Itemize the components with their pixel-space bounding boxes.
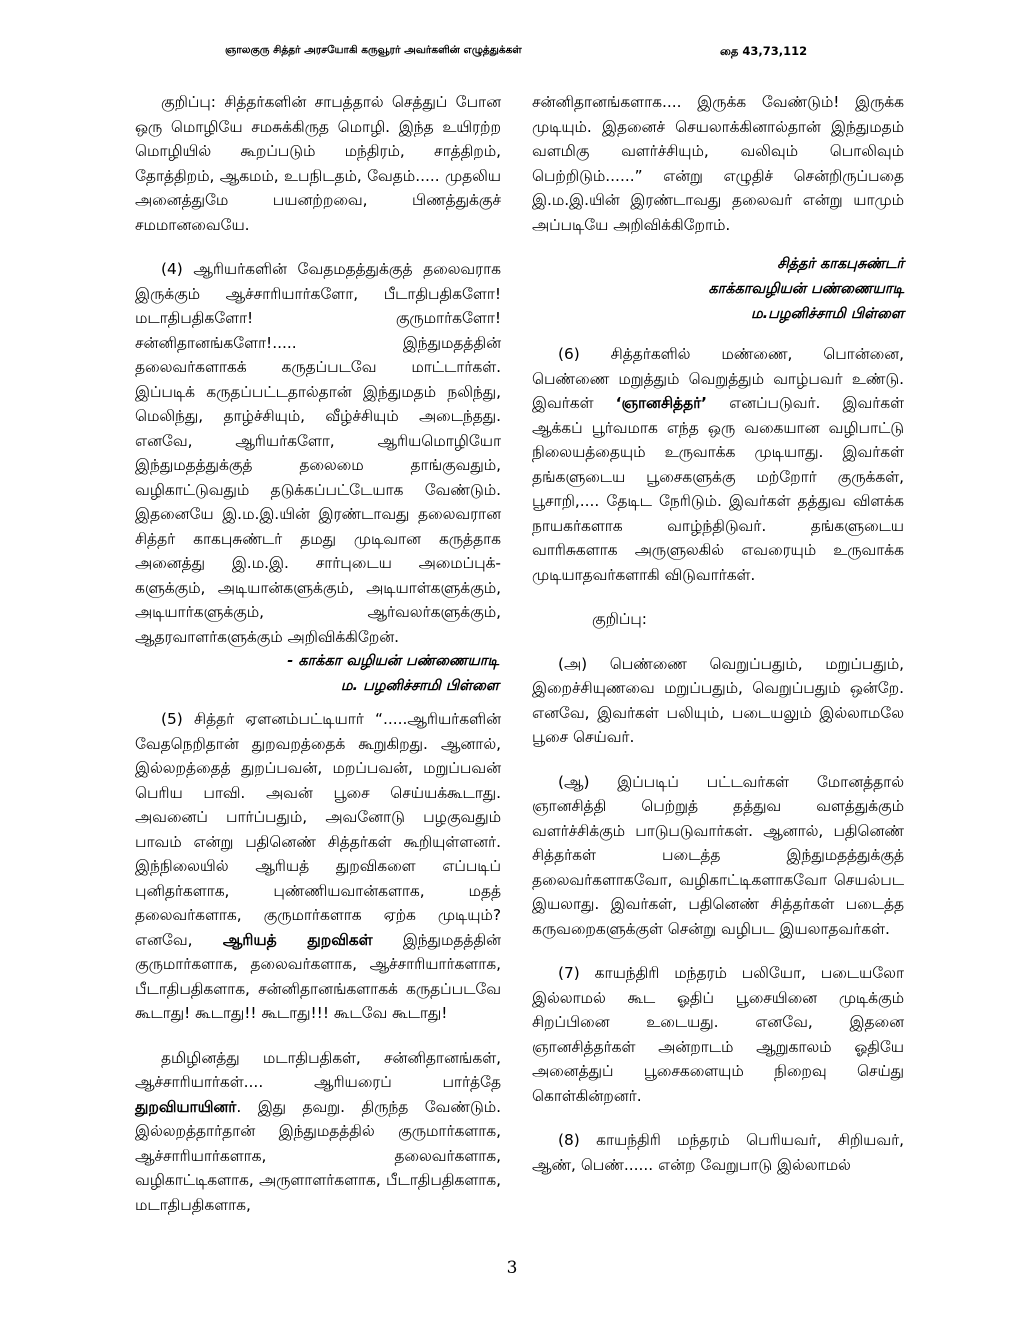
left-column bbox=[135, 90, 501, 1217]
paragraph-5-end: இந்துமதத்தின் குருமார்களாக, தலைவர்களாக, ஆச்சாரியார்களாக, பீடாதிபதிகளாக, சன்னிதானங்களாகக் கருதப்படவே கூடாது! கூடாது!! கூடாது!!! கூடவே கூடாது! bbox=[135, 930, 501, 1022]
note-a: (அ) பெண்ணை வெறுப்பதும், மறுப்பதும், இறைச்சியுணவை மறுப்பதும், வெறுப்பதும் ஒன்றே. எனவே, இவர்கள் பலியும், படையலும் இல்லாமலே பூசை செய்வர். bbox=[532, 654, 904, 746]
page-number: 3 bbox=[506, 1258, 518, 1278]
signature-1 bbox=[135, 649, 501, 699]
header-title: ஞாலகுரு சித்தர் அரசயோகி கருவூரர் அவர்களின் எழுத்துக்கள் bbox=[225, 44, 522, 56]
signature-2 bbox=[532, 252, 904, 327]
paragraph-6 bbox=[532, 342, 904, 587]
paragraph-5b bbox=[135, 1046, 501, 1218]
paragraph-5-bold: ஆரியத் துறவிகள் bbox=[222, 930, 373, 949]
header-date: தை 43,73,112 bbox=[720, 44, 808, 58]
signature-1-line-1: - காக்கா வழியன் பண்ணையாடி bbox=[287, 653, 499, 669]
paragraph-5-start: (5) சித்தர் ஏளனம்பட்டியார் “.....ஆரியர்களின் வேதநெறிதான் துறவறத்தைக் கூறுகிறது. ஆனால், இல்லறத்தைத் துறப்பவன், மறப்பவன், மறுப்பவன் பெரிய பாவி. அவன் பூசை செய்யக்கூடாது. அவனைப் பார்ப்பதும், அவனோடு பழகுவதும் பாவம் என்று பதினெண் சித்தர்கள் கூறியுள்ளனர். இந்நிலையில் ஆரியத் துறவிகளை எப்படிப் புனிதர்களாக, புண்ணியவான்களாக, மதத் தலைவர்களாக, குருமார்களாக ஏற்க முடியும்? எனவே, bbox=[135, 710, 501, 949]
paragraph-8: (8) காயந்திரி மந்தரம் பெரியவர், சிறியவர், ஆண், பெண்...... என்ற வேறுபாடு இல்லாமல் bbox=[532, 1131, 904, 1174]
signature-1-line-2: ம. பழனிச்சாமி பிள்ளை bbox=[340, 678, 499, 694]
signature-2-line-1: சித்தர் காகபுசுண்டர் bbox=[777, 256, 904, 272]
paragraph-5b-end: . இது தவறு. திருந்த வேண்டும். இல்லறத்தார்தான் இந்துமதத்தில் குருமார்களாக, ஆச்சாரியார்களாக, தலைவர்களாக, வழிகாட்டிகளாக, அருளாளர்களாக, பீடாதிபதிகளாக, மடாதிபதிகளாக, bbox=[135, 1097, 501, 1214]
paragraph-7: (7) காயந்திரி மந்தரம் பலியோ, படையலோ இல்லாமல் கூட ஓதிப் பூசையினை முடிக்கும் சிறப்பினை உடையது. எனவே, இதனை ஞானசித்தர்கள் அன்றாடம் ஆறுகாலம் ஓதியே அனைத்துப் பூசைகளையும் நிறைவு செய்து கொள்கின்றனர். bbox=[532, 964, 904, 1105]
note-intro: குறிப்பு: சித்தர்களின் சாபத்தால் செத்துப் போன ஒரு மொழியே சமசுக்கிருத மொழி. இந்த உயிரற்ற மொழியில் கூறப்படும் மந்திரம், சாத்திறம், தோத்திறம், ஆகமம், உபநிடதம், வேதம்..... முதலிய அனைத்துமே பயனற்றவை, பிணத்துக்குச் சமமானவையே. bbox=[135, 93, 501, 234]
paragraph-4: (4) ஆரியர்களின் வேதமதத்துக்குத் தலைவராக இருக்கும் ஆச்சாரியார்களோ, பீடாதிபதிகளோ! மடாதிபதிகளோ! குருமார்களோ! சன்னிதானங்களோ!..... இந்துமதத்தின் தலைவர்களாகக் கருதப்படவே மாட்டார்கள். இப்படிக் கருதப்பட்டதால்தான் இந்துமதம் நலிந்து, மெலிந்து, தாழ்ச்சியும், வீழ்ச்சியும் அடைந்தது. எனவே, ஆரியர்களோ, ஆரியமொழியோ இந்துமதத்துக்குத் தலைமை தாங்குவதும், வழிகாட்டுவதும் தடுக்கப்பட்டேயாக வேண்டும். இதனையே இ.ம.இ.யின் இரண்டாவது தலைவரான சித்தர் காகபுசுண்டர் தமது முடிவான கருத்தாக அனைத்து இ.ம.இ. சார்புடைய அமைப்புக்-களுக்கும், அடியான்களுக்கும், அடியாள்களுக்கும், அடியார்களுக்கும், ஆர்வலர்களுக்கும், ஆதரவாளர்களுக்கும் அறிவிக்கிறேன். bbox=[135, 260, 501, 646]
running-header bbox=[0, 44, 1024, 64]
signature-2-line-2: காக்காவழியன் பண்ணையாடி bbox=[708, 281, 904, 297]
continued-paragraph: சன்னிதானங்களாக.... இருக்க வேண்டும்! இருக்க முடியும். இதனைச் செயலாக்கினால்தான் இந்துமதம் வளமிகு வளர்ச்சியும், வலிவும் பொலிவும் பெற்றிடும்......” என்று எழுதிச் சென்றிருப்பதை இ.ம.இ.யின் இரண்டாவது தலைவர் என்று யாமும் அப்படியே அறிவிக்கிறோம். bbox=[532, 93, 904, 234]
paragraph-6-end: எனப்படுவர். இவர்கள் ஆக்கப் பூர்வமாக எந்த ஒரு வகையான வழிபாட்டு நிலையத்தையும் உருவாக்க முடியாது. இவர்கள் தங்களுடைய பூசைகளுக்கு மற்றோர் குருக்கள், பூசாறி,.... தேடிட நேரிடும். இவர்கள் தத்துவ விளக்க நாயகர்களாக வாழ்ந்திடுவர். தங்களுடைய வாரிசுகளாக அருளுலகில் எவரையும் உருவாக்க முடியாதவர்களாகி விடுவார்கள். bbox=[532, 394, 904, 584]
paragraph-5b-start: தமிழினத்து மடாதிபதிகள், சன்னிதானங்கள், ஆச்சாரியார்கள்.... ஆரியரைப் பார்த்தே bbox=[135, 1048, 501, 1091]
paragraph-5 bbox=[135, 707, 501, 1026]
note-label: குறிப்பு: bbox=[592, 610, 647, 628]
paragraph-6-bold: ‘ஞானசித்தர்’ bbox=[615, 394, 707, 412]
paragraph-6-start: (6) சித்தர்களில் மண்ணை, பொன்னை, பெண்ணை மறுத்தும் வெறுத்தும் வாழ்பவர் உண்டு. இவர்கள் bbox=[532, 345, 904, 412]
right-column bbox=[532, 90, 904, 1177]
paragraph-5b-bold: துறவியாயினர் bbox=[135, 1097, 237, 1116]
signature-2-line-3: ம.பழனிச்சாமி பிள்ளை bbox=[750, 306, 904, 322]
note-aa: (ஆ) இப்படிப் பட்டவர்கள் மோனத்தால் ஞானசித்தி பெற்றுத் தத்துவ வளத்துக்கும் வளர்ச்சிக்கும் பாடுபடுவார்கள். ஆனால், பதினெண் சித்தர்கள் படைத்த இந்துமதத்துக்குத் தலைவர்களாகவோ, வழிகாட்டிகளாகவோ செயல்பட இயலாது. இவர்கள், பதினெண் சித்தர்கள் படைத்த கருவறைகளுக்குள் சென்று வழிபட இயலாதவர்கள். bbox=[532, 772, 904, 938]
